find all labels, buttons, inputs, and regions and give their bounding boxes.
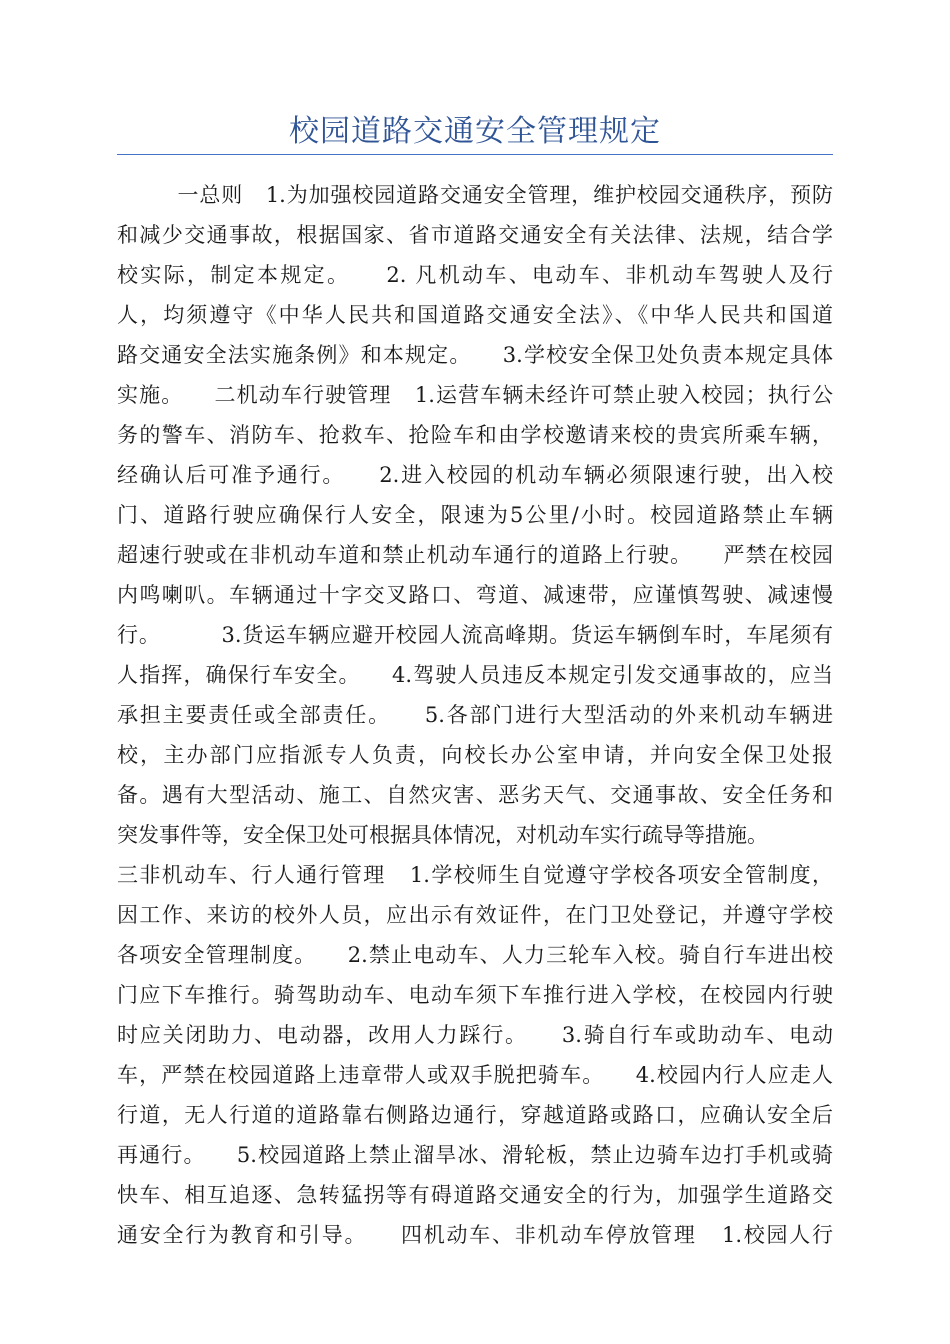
body-line: 和减少交通事故，根据国家、省市道路交通安全有关法律、法规，结合学 bbox=[117, 223, 833, 247]
document-body bbox=[117, 175, 833, 1255]
body-line: 承担主要责任或全部责任。 5.各部门进行大型活动的外来机动车辆进 bbox=[117, 703, 833, 727]
body-line: 行道，无人行道的道路靠右侧路边通行，穿越道路或路口，应确认安全后 bbox=[117, 1103, 833, 1127]
body-line: 因工作、来访的校外人员，应出示有效证件，在门卫处登记，并遵守学校 bbox=[117, 903, 833, 927]
body-line: 超速行驶或在非机动车道和禁止机动车通行的道路上行驶。 严禁在校园 bbox=[117, 543, 833, 567]
body-line: 经确认后可准予通行。 2.进入校园的机动车辆必须限速行驶，出入校 bbox=[117, 463, 833, 487]
body-line: 门应下车推行。骑驾助动车、电动车须下车推行进入学校，在校园内行驶 bbox=[117, 983, 833, 1007]
document-title: 校园道路交通安全管理规定 bbox=[289, 114, 661, 149]
body-line: 校，主办部门应指派专人负责，向校长办公室申请，并向安全保卫处报 bbox=[117, 743, 833, 767]
body-line: 时应关闭助力、电动器，改用人力踩行。 3.骑自行车或助动车、电动 bbox=[117, 1023, 833, 1047]
body-line: 备。遇有大型活动、施工、自然灾害、恶劣天气、交通事故、安全任务和 bbox=[117, 783, 833, 807]
body-line: 务的警车、消防车、抢救车、抢险车和由学校邀请来校的贵宾所乘车辆， bbox=[117, 423, 833, 447]
body-line: 门、道路行驶应确保行人安全，限速为5公里/小时。校园道路禁止车辆 bbox=[117, 503, 833, 527]
body-line: 再通行。 5.校园道路上禁止溜旱冰、滑轮板，禁止边骑车边打手机或骑 bbox=[117, 1143, 833, 1167]
body-line: 各项安全管理制度。 2.禁止电动车、人力三轮车入校。骑自行车进出校 bbox=[117, 943, 833, 967]
body-line: 路交通安全法实施条例》和本规定。 3.学校安全保卫处负责本规定具体 bbox=[117, 343, 833, 367]
body-line: 校实际，制定本规定。 2. 凡机动车、电动车、非机动车驾驶人及行 bbox=[117, 263, 833, 287]
body-line: 行。 3.货运车辆应避开校园人流高峰期。货运车辆倒车时，车尾须有 bbox=[117, 623, 833, 647]
body-line: 突发事件等，安全保卫处可根据具体情况，对机动车实行疏导等措施。 bbox=[117, 823, 768, 847]
body-line: 三非机动车、行人通行管理 1.学校师生自觉遵守学校各项安全管制度， bbox=[117, 863, 833, 887]
body-line: 内鸣喇叭。车辆通过十字交叉路口、弯道、减速带，应谨慎驾驶、减速慢 bbox=[117, 583, 833, 607]
body-line: 一总则 1.为加强校园道路交通安全管理，维护校园交通秩序，预防 bbox=[117, 183, 833, 207]
title-underline bbox=[117, 154, 833, 155]
body-line: 人指挥，确保行车安全。 4.驾驶人员违反本规定引发交通事故的，应当 bbox=[117, 663, 833, 687]
body-line: 人，均须遵守《中华人民共和国道路交通安全法》、《中华人民共和国道 bbox=[117, 303, 833, 327]
body-line: 快车、相互追逐、急转猛拐等有碍道路交通安全的行为，加强学生道路交 bbox=[117, 1183, 833, 1207]
body-line: 实施。 二机动车行驶管理 1.运营车辆未经许可禁止驶入校园；执行公 bbox=[117, 383, 833, 407]
body-line: 车，严禁在校园道路上违章带人或双手脱把骑车。 4.校园内行人应走人 bbox=[117, 1063, 833, 1087]
body-line: 通安全行为教育和引导。 四机动车、非机动车停放管理 1.校园人行 bbox=[117, 1223, 833, 1247]
